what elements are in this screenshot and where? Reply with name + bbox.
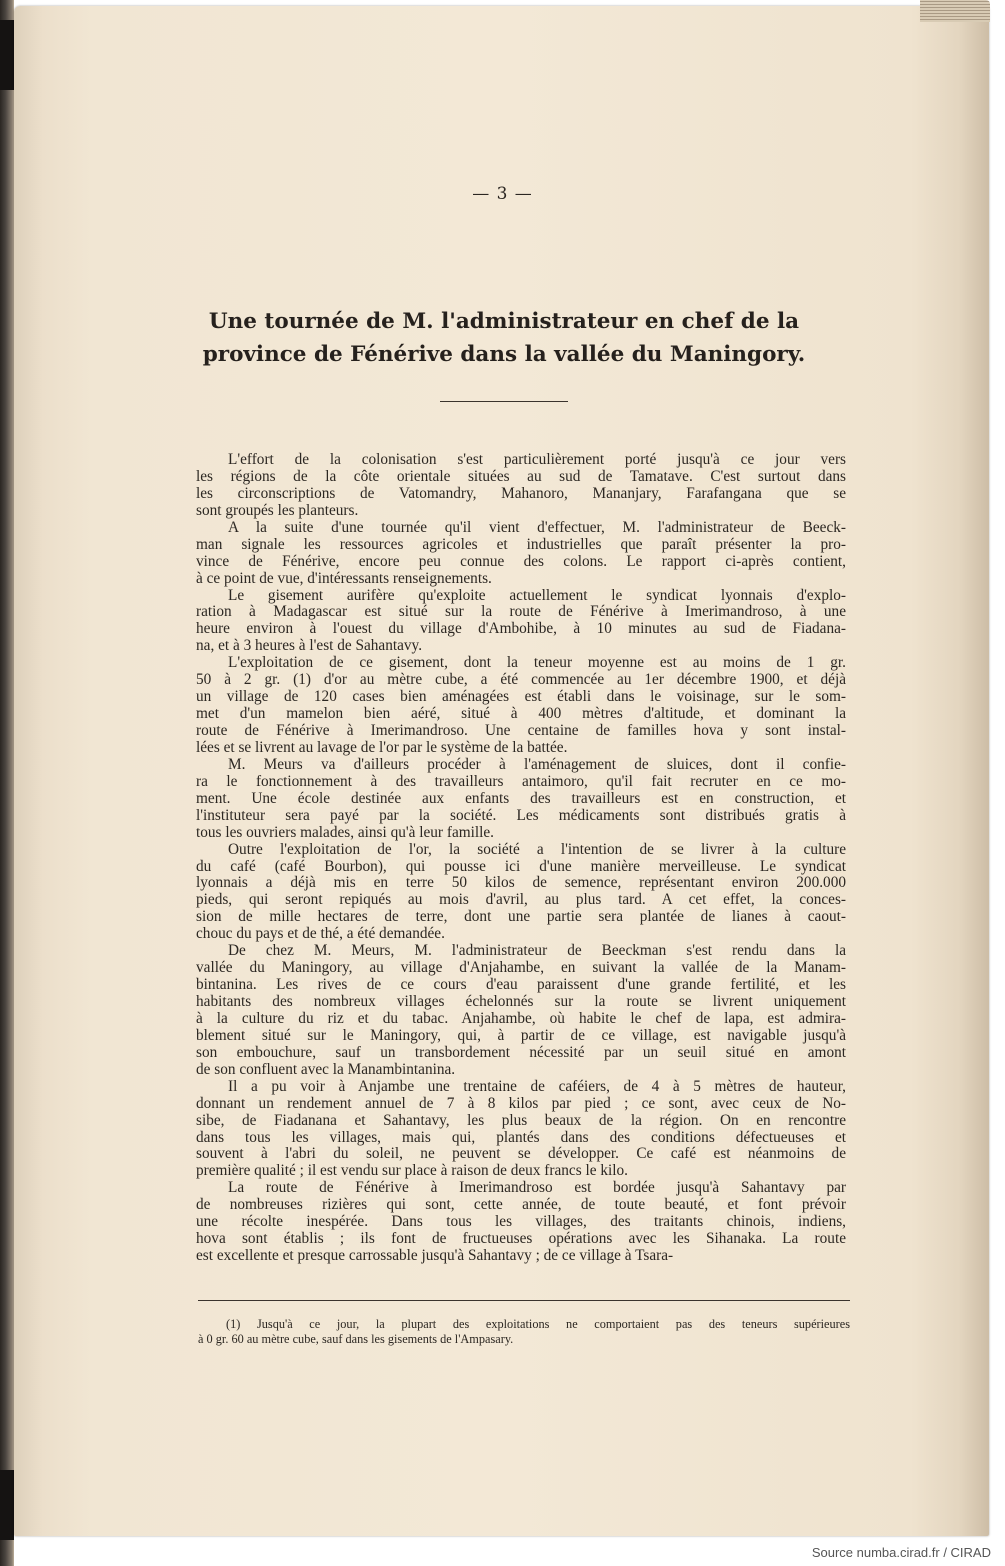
body-line: Outre l'exploitation de l'or, la société a l'intention de se livrer à la culture [228, 840, 846, 858]
body-line: souvent à l'abri du soleil, ne peuvent se développer. Ce café est néanmoins de [196, 1145, 846, 1163]
spine-band [0, 20, 14, 90]
body-line: ment. Une école destinée aux enfants des travailleurs est en construction, et [196, 789, 846, 807]
body-line: heure environ à l'ouest du village d'Ambohibe, à 10 minutes au sud de Fiadana- [196, 620, 846, 638]
spine-band [0, 1470, 14, 1540]
body-line: un village de 120 cases bien aménagées est établi dans le voisinage, sur le som- [196, 688, 846, 706]
article-title [172, 305, 836, 371]
body-line: à la culture du riz et du tabac. Anjahambe, où habite le chef de lapa, est admira- [196, 1009, 846, 1027]
body-line: donnant un rendement annuel de 7 à 8 kilos par pied ; ce sont, avec ceux de No- [196, 1094, 846, 1112]
body-line: tous les ouvriers malades, ainsi qu'à leur famille. [196, 823, 494, 841]
article-body [196, 452, 846, 1265]
title-divider [440, 401, 568, 402]
body-line: chouc du pays et de thé, a été demandée. [196, 925, 445, 943]
body-line: de son confluent avec la Manambintanina. [196, 1060, 456, 1078]
body-line: les circonscriptions de Vatomandry, Mahanoro, Mananjary, Farafangana que se [196, 484, 846, 502]
body-line: man signale les ressources agricoles et industrielles que paraît présenter la pro- [196, 535, 846, 553]
body-line: vallée du Maningory, au village d'Anjahambe, en suivant la vallée de la Manam- [196, 959, 846, 977]
book-spine [0, 0, 14, 1566]
body-line: blement situé sur le Maningory, qui, à partir de ce village, est navigable jusqu'à [196, 1026, 846, 1044]
footnote-line: (1) Jusqu'à ce jour, la plupart des exploitations ne comportaient pas des teneurs supérieures [226, 1317, 850, 1331]
body-line: est excellente et presque carrossable jusqu'à Sahantavy ; de ce village à Tsara- [196, 1247, 674, 1265]
body-line: pieds, qui seront repiqués au mois d'avril, au plus tard. A cet effet, la conces- [196, 891, 846, 909]
body-line: son embouchure, sauf un transbordement nécessité par un seuil situé en amont [196, 1043, 846, 1061]
body-line: 50 à 2 gr. (1) d'or au mètre cube, a été commencée au 1er décembre 1900, et déjà [196, 671, 846, 689]
body-line: A la suite d'une tournée qu'il vient d'effectuer, M. l'administrateur de Beeck- [228, 518, 846, 536]
body-line: lées et se livrent au lavage de l'or par le système de la battée. [196, 738, 568, 756]
body-line: bintanina. Les rives de ce cours d'eau paraissent d'une grande fertilité, et les [196, 976, 846, 994]
source-credit: Source numba.cirad.fr / CIRAD [811, 1545, 991, 1560]
title-line: province de Fénérive dans la vallée du Maningory. [202, 342, 806, 367]
body-line: l'instituteur sera payé par la société. Les médicaments sont distribués gratis à [196, 806, 846, 824]
body-line: vince de Fénérive, encore peu connue des colons. Le rapport ci-après contient, [196, 552, 846, 570]
body-line: de nombreuses rizières qui sont, cette année, de toute beauté, et font prévoir [196, 1196, 846, 1214]
body-line: De chez M. Meurs, M. l'administrateur de Beeckman s'est rendu dans la [228, 942, 846, 960]
body-line: M. Meurs va d'ailleurs procéder à l'aménagement de sluices, dont il confie- [228, 755, 846, 773]
body-line: sont groupés les planteurs. [196, 501, 359, 519]
body-line: lyonnais a déjà mis en terre 50 kilos de semence, représentant environ 200.000 [196, 874, 846, 892]
body-line: à ce point de vue, d'intéressants renseignements. [196, 569, 492, 587]
body-line: première qualité ; il est vendu sur place à raison de deux francs le kilo. [196, 1162, 628, 1180]
body-line: sibe, de Fiadanana et Sahantavy, les plus beaux de la région. On en rencontre [196, 1111, 846, 1129]
body-line: les régions de la côte orientale situées au sud de Tamatave. C'est surtout dans [196, 467, 846, 485]
body-line: dans tous les villages, mais qui, plantés dans des conditions défectueuses et [196, 1128, 846, 1146]
footnote-divider [198, 1300, 850, 1301]
body-line: ra le fonctionnement à des travailleurs antaimoro, qu'il fait recruter en ce mo- [196, 772, 846, 790]
body-line: L'effort de la colonisation s'est particulièrement porté jusqu'à ce jour vers [228, 451, 846, 468]
page-number: — 3 — [472, 184, 533, 204]
body-line: met d'un mamelon bien aéré, situé à 400 mètres d'altitude, et dominant la [196, 705, 846, 723]
page-edges [920, 0, 990, 22]
body-line: ration à Madagascar est situé sur la route de Fénérive à Imerimandroso, à une [196, 603, 846, 621]
footnote [198, 1317, 850, 1347]
body-line: La route de Fénérive à Imerimandroso est bordée jusqu'à Sahantavy par [228, 1179, 846, 1197]
body-line: une récolte inespérée. Dans tous les villages, des traitants chinois, indiens, [196, 1213, 846, 1231]
title-line: Une tournée de M. l'administrateur en chef de la [208, 309, 800, 334]
body-line: habitants des nombreux villages échelonnés sur la route se livrent uniquement [196, 993, 846, 1010]
body-line: na, et à 3 heures à l'est de Sahantavy. [196, 637, 423, 655]
footnote-line: à 0 gr. 60 au mètre cube, sauf dans les gisements de l'Ampasary. [198, 1332, 514, 1346]
body-line: sion de mille hectares de terre, dont une partie sera plantée de lianes à caout- [196, 908, 846, 926]
body-line: L'exploitation de ce gisement, dont la teneur moyenne est au moins de 1 gr. [228, 654, 846, 672]
body-line: route de Fénérive à Imerimandroso. Une centaine de familles hova y sont instal- [196, 722, 846, 739]
body-line: Il a pu voir à Anjambe une trentaine de caféiers, de 4 à 5 mètres de hauteur, [228, 1077, 846, 1095]
body-line: Le gisement aurifère qu'exploite actuellement le syndicat lyonnais d'explo- [228, 586, 846, 604]
body-line: hova sont établis ; ils font de fructueuses opérations avec les Sihanaka. La route [196, 1230, 846, 1248]
body-line: du café (café Bourbon), qui pousse ici d'une manière merveilleuse. Le syndicat [196, 857, 846, 875]
